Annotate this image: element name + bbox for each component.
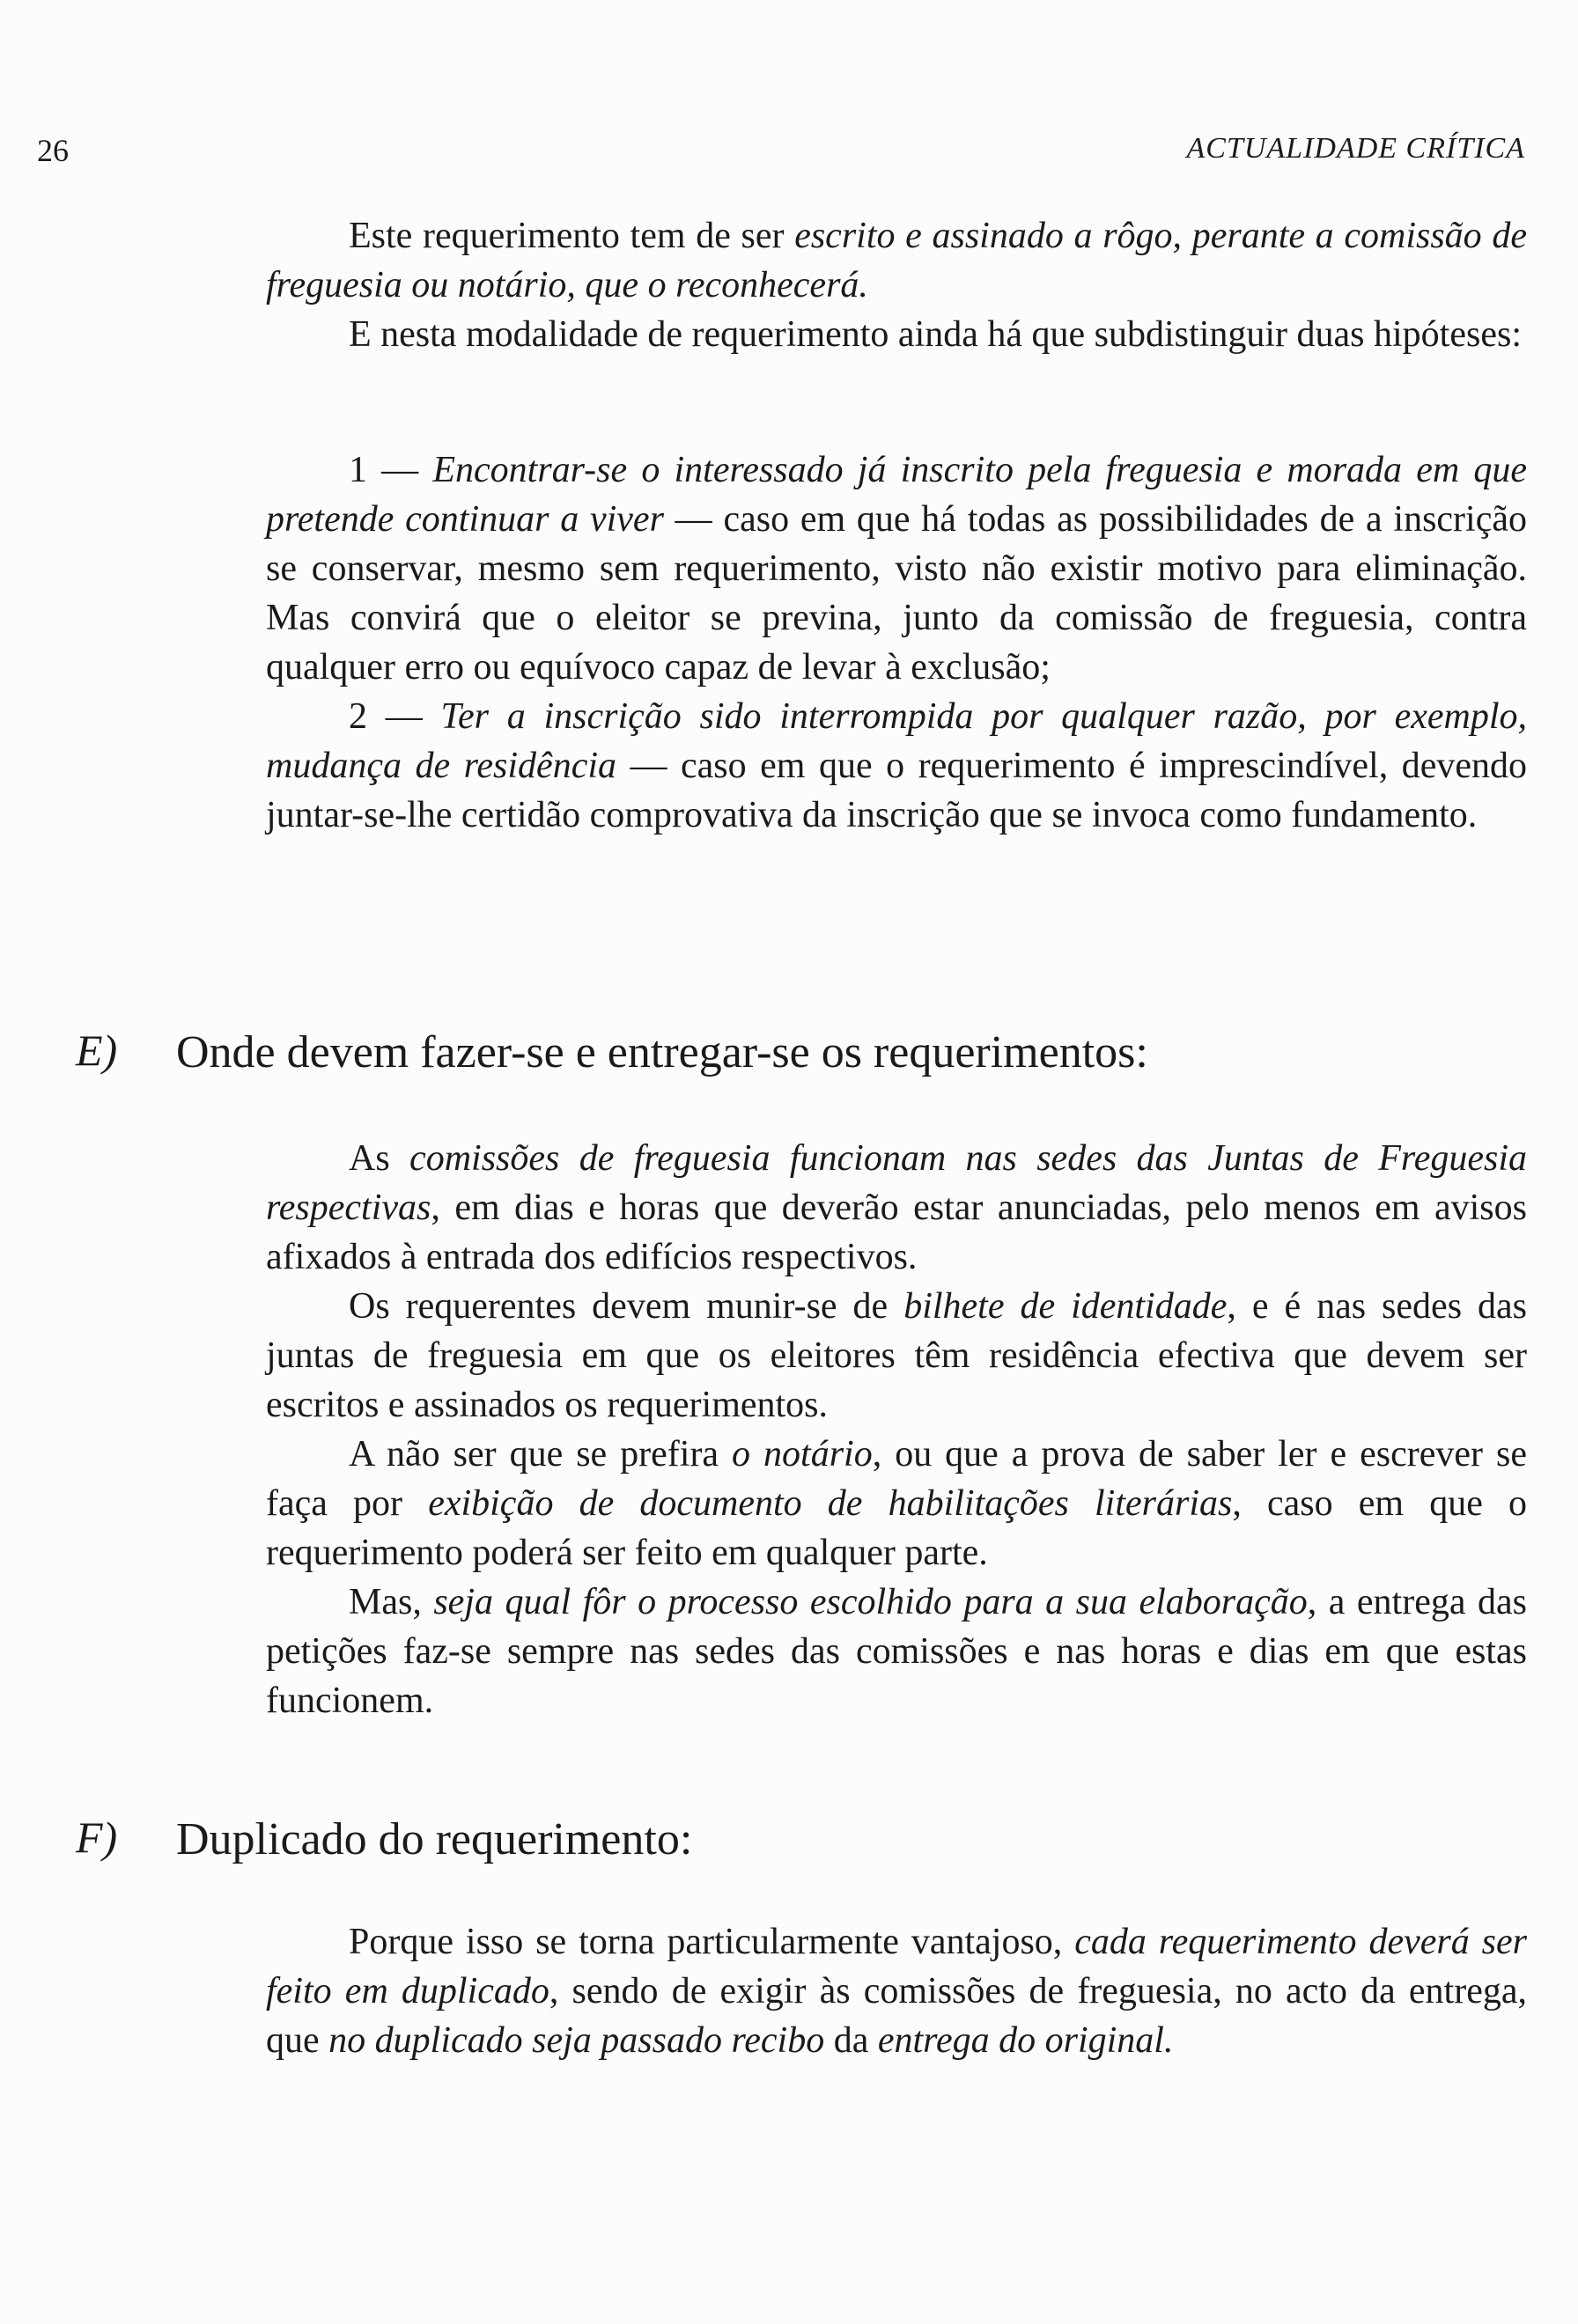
text-run: , sendo de exigir às comissões de freguesia, no acto da entrega, que <box>266 1971 1527 2061</box>
text-run: — caso em que o requerimento é imprescindível, devendo juntar-se-lhe certidão comprovativa da inscrição que se invoca como fundamento. <box>266 746 1527 835</box>
section-letter: E) <box>76 1026 118 1075</box>
text-run: A não ser que se prefira <box>349 1434 733 1475</box>
italic-text-run: Ter a inscrição sido interrompida por qualquer razão, por exemplo, mudança de residência <box>266 696 1528 786</box>
paragraph <box>266 1430 1527 1578</box>
page-number: 26 <box>37 133 69 168</box>
text-run: da <box>824 2020 878 2061</box>
paragraph <box>266 1578 1527 1725</box>
text-run: , a entrega das petições faz-se sempre nas sedes das comissões e nas horas e dias em que estas funcionem. <box>266 1582 1527 1721</box>
italic-text-run: seja qual fôr o processo escolhido para a sua elaboração <box>433 1582 1308 1622</box>
paragraph <box>266 310 1527 359</box>
section-letter: F) <box>76 1813 118 1862</box>
paragraph <box>266 211 1527 310</box>
section-body <box>266 1134 1527 1725</box>
running-head: ACTUALIDADE CRÍTICA <box>1186 132 1525 165</box>
text-run: 1 — <box>349 450 433 490</box>
section-heading: Onde devem fazer-se e entregar-se os requerimentos: <box>176 1027 1148 1077</box>
text-run: As <box>349 1138 410 1179</box>
text-run: Este requerimento tem de ser <box>349 216 795 256</box>
text-run: , em dias e horas que deverão estar anunciadas, pelo menos em avisos afixados à entrada dos edifícios respectivos. <box>266 1188 1527 1277</box>
text-run: 2 — <box>349 696 441 737</box>
italic-text-run: o notário <box>732 1434 873 1475</box>
list-item <box>266 692 1527 840</box>
text-run: Mas, <box>349 1582 434 1622</box>
text-run: Os requerentes devem munir-se de <box>349 1286 904 1327</box>
italic-text-run: escrito e assinado a rôgo, perante a comissão de freguesia ou notário, que o reconhecerá. <box>266 216 1527 305</box>
text-run: , ou que a prova de saber ler e escrever se faça por <box>266 1434 1527 1524</box>
paragraph <box>266 1282 1527 1430</box>
italic-text-run: comissões de freguesia funcionam nas sedes das Juntas de Freguesia respectivas <box>266 1138 1527 1228</box>
italic-text-run: cada requerimento deverá ser feito em duplicado <box>266 1922 1528 2011</box>
list-item <box>266 445 1527 692</box>
text-run: , caso em que o requerimento poderá ser feito em qualquer parte. <box>266 1483 1528 1573</box>
paragraph <box>266 1134 1527 1282</box>
italic-text-run: Encontrar-se o interessado já inscrito pela freguesia e morada em que pretende continuar a viver <box>266 450 1528 540</box>
italic-text-run: exibição de documento de habilitações literárias <box>428 1483 1233 1524</box>
text-run: Porque isso se torna particularmente vantajoso, <box>349 1922 1075 1962</box>
italic-text-run: no duplicado seja passado recibo <box>328 2020 825 2061</box>
italic-text-run: bilhete de identidade <box>903 1286 1228 1327</box>
text-run: E nesta modalidade de requerimento ainda há que subdistinguir duas hipóteses: <box>349 314 1522 355</box>
text-run: — caso em que há todas as possibilidades de a inscrição se conservar, mesmo sem requerimento, visto não existir motivo para eliminação. Mas convirá que o eleitor se previna, junto da comissão de freguesia, contra qualquer erro ou equívoco capaz de levar à exclusão; <box>266 499 1527 688</box>
section-heading: Duplicado do requerimento: <box>176 1814 693 1864</box>
italic-text-run: entrega do original. <box>877 2020 1174 2061</box>
section-body <box>266 1917 1527 2065</box>
text-run: , e é nas sedes das juntas de freguesia em que os eleitores têm residência efectiva que devem ser escritos e assinados os requerimentos. <box>266 1286 1527 1425</box>
paragraph <box>266 1917 1527 2065</box>
hypotheses-list <box>266 445 1527 840</box>
intro-text <box>266 211 1527 359</box>
